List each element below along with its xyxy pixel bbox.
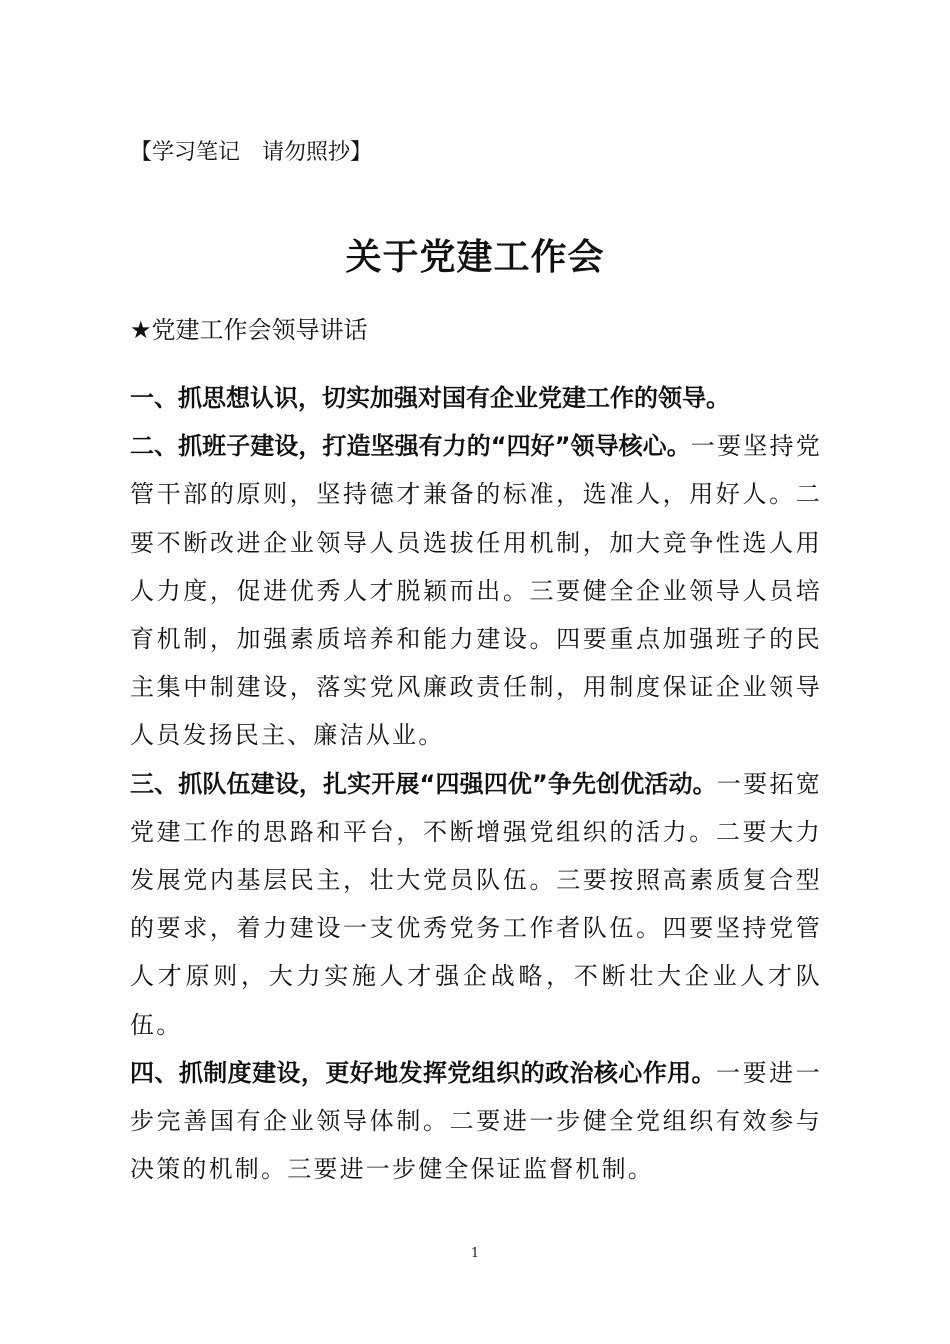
section-heading: 一、抓思想认识，切实加强对国有企业党建工作的领导。	[130, 384, 730, 412]
document-body	[130, 374, 822, 1193]
section-heading: 三、抓队伍建设，扎实开展“四强四优”争先创优活动。	[130, 769, 717, 798]
document-title: 关于党建工作会	[345, 236, 605, 278]
section-text: 一要进一步完善国有企业领导体制。二要进一步健全党组织有效参与决策的机制。三要进一步健全保证监督机制。	[130, 1058, 822, 1184]
page-number: 1	[470, 1246, 480, 1261]
section-2	[130, 422, 822, 759]
section-heading: 二、抓班子建设，打造坚强有力的“四好”领导核心。	[130, 432, 691, 461]
section-text: 一要坚持党管干部的原则，坚持德才兼备的标准，选准人，用好人。二要不断改进企业领导人员选拔任用机制，加大竞争性选人用人力度，促进优秀人才脱颖而出。三要健全企业领导人员培育机制，加强素质培养和能力建设。四要重点加强班子的民主集中制建设，落实党风廉政责任制，用制度保证企业领导人员发扬民主、廉洁从业。	[130, 432, 823, 750]
section-3	[130, 760, 822, 1049]
subtitle: ★党建工作会领导讲话	[130, 316, 368, 344]
section-1	[130, 374, 822, 422]
section-text: 一要拓宽党建工作的思路和平台，不断增强党组织的活力。二要大力发展党内基层民主，壮大党员队伍。三要按照高素质复合型的要求，着力建设一支优秀党务工作者队伍。四要坚持党管人才原则，大力实施人才强企战略，不断壮大企业人才队伍。	[130, 769, 822, 1039]
section-heading: 四、抓制度建设，更好地发挥党组织的政治核心作用。	[130, 1058, 716, 1087]
section-4	[130, 1049, 822, 1194]
header-note: 【学习笔记 请勿照抄】	[130, 140, 373, 165]
